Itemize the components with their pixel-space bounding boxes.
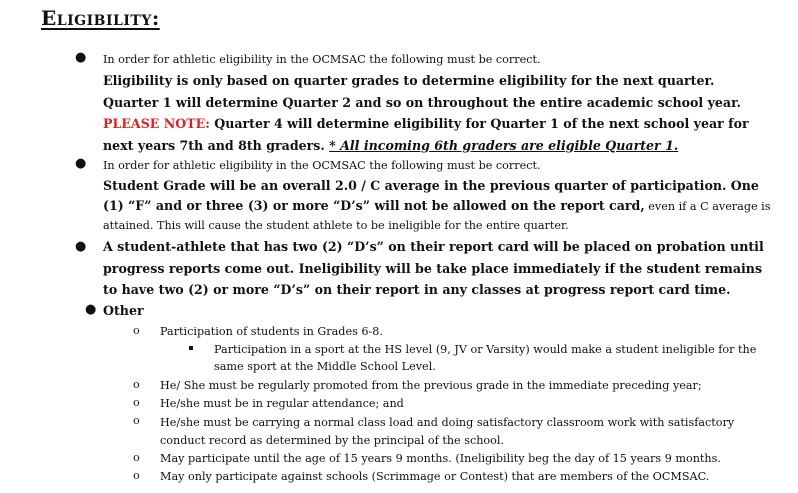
sub-item-class-load: He/she must be carrying a normal class load and doing satisfactory classroom work with satisfactory conduct record as determined by the principal of the school. (160, 416, 735, 447)
sub-bullet-icon: o (133, 469, 140, 482)
sub-item-age: May participate until the age of 15 years 9 months. (Ineligibility beg the day of 15 years 9 months. (160, 452, 721, 465)
other-label: Other (103, 303, 144, 318)
sub-bullet-icon: o (133, 378, 140, 391)
sub-bullet-icon: o (133, 396, 140, 409)
bullet-2-body (103, 176, 774, 235)
bullet-icon: ● (75, 156, 87, 171)
bullet-2-body-bold: Student Grade will be an overall 2.0 / C average in the previous quarter of participation. One (1) “F” and or three (3) or more “D’s” will not be allowed on the report card, (103, 178, 759, 213)
bullet-icon: ● (75, 50, 87, 65)
sub-item-attendance: He/she must be in regular attendance; and (160, 397, 404, 410)
please-note-label: PLEASE NOTE: (103, 116, 210, 131)
bullet-icon: ● (75, 239, 87, 254)
bullet-icon: ● (85, 302, 97, 317)
incoming-6th-note: * All incoming 6th graders are eligible Quarter 1. (329, 137, 679, 153)
sub-sub-item-hs: Participation in a sport at the HS level (9, JV or Varsity) would make a student ineligible for the same sport at the Middle School Level. (214, 343, 757, 373)
bullet-2-intro: In order for athletic eligibility in the OCMSAC the following must be correct. (103, 159, 541, 172)
bullet-2-body-plain: even if a C average is attained. This will cause the student athlete to be ineligible for the entire quarter. (103, 200, 771, 232)
bullet-1-body (103, 70, 774, 156)
sub-item-grades: Participation of students in Grades 6-8. (160, 325, 383, 338)
sub-bullet-icon: o (133, 414, 140, 427)
bullet-3-text: A student-athlete that has two (2) “D’s” on their report card will be placed on probation until progress reports come out. Ineligibility will be take place immediately if the student remains to have two (2) or more “D’s” on their report in any classes at progress report card time. (103, 239, 764, 297)
sub-item-promoted: He/ She must be regularly promoted from the previous grade in the immediate preceding year; (160, 379, 702, 392)
square-bullet-icon (189, 346, 193, 350)
sub-bullet-icon: o (133, 324, 140, 337)
sub-item-members: May only participate against schools (Scrimmage or Contest) that are members of the OCMSAC. (160, 470, 710, 483)
bullet-1-body-text: Eligibility is only based on quarter grades to determine eligibility for the next quarter. Quarter 1 will determine Quarter 2 and so on throughout the entire academic school year. (103, 73, 741, 110)
page-title: Eligibility: (41, 6, 160, 30)
please-note-text: Quarter 4 will determine eligibility for Quarter 1 of the next school year for next years 7th and 8th graders. (103, 116, 749, 153)
bullet-1-intro: In order for athletic eligibility in the OCMSAC the following must be correct. (103, 53, 541, 66)
sub-bullet-icon: o (133, 451, 140, 464)
